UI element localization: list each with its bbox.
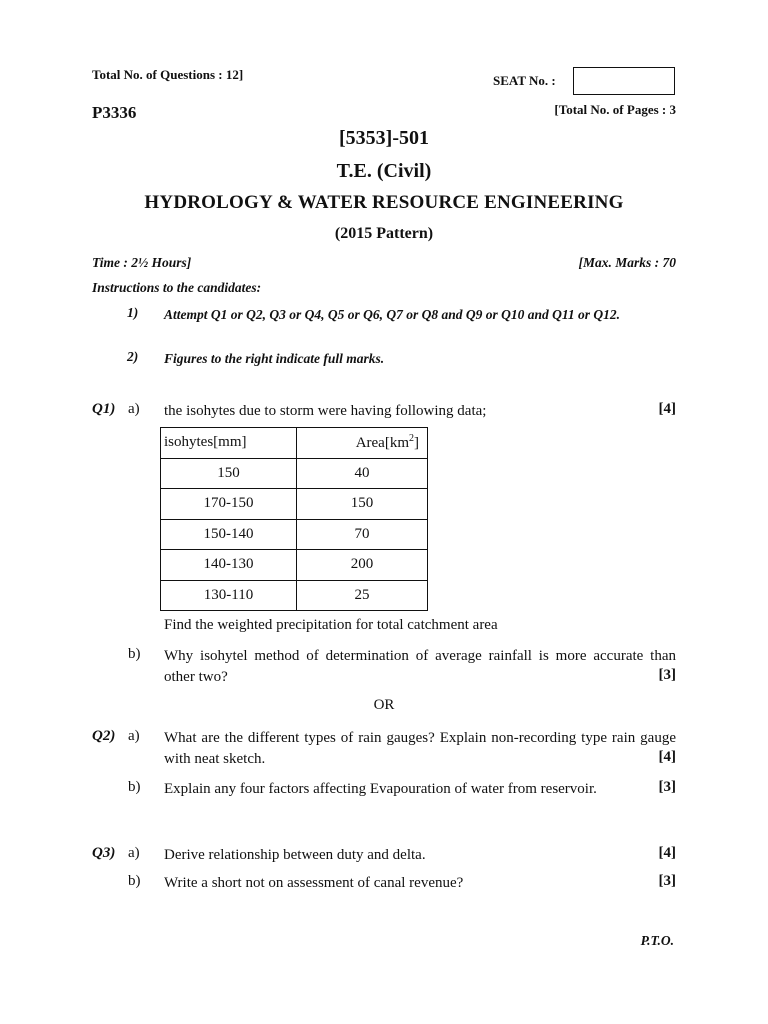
area-header-superscript: 2 (409, 433, 414, 445)
instruction-number: 2) (127, 349, 139, 364)
question-marks: [3] (658, 873, 676, 889)
table-row (161, 489, 428, 520)
question-number-q2: Q2) (92, 728, 116, 744)
question-number-q3: Q3) (92, 845, 116, 861)
max-marks: [Max. Marks : 70 (578, 255, 676, 270)
table-header-row (161, 428, 428, 459)
total-questions: Total No. of Questions : 12] (92, 67, 244, 82)
subject-title: HYDROLOGY & WATER RESOURCE ENGINEERING (144, 192, 624, 213)
table-cell: 40 (297, 458, 428, 489)
question-part-label: a) (128, 728, 140, 744)
table-cell: 140-130 (161, 550, 297, 581)
table-cell: 200 (297, 550, 428, 581)
seat-number-box (573, 67, 675, 95)
total-pages: [Total No. of Pages : 3 (554, 102, 676, 117)
question-text: Write a short not on assessment of canal revenue? (164, 875, 464, 891)
instruction-text: Figures to the right indicate full marks. (164, 351, 385, 366)
question-text: Derive relationship between duty and delta. (164, 847, 426, 863)
exam-code: [5353]-501 (339, 127, 429, 149)
instruction-text: Attempt Q1 or Q2, Q3 or Q4, Q5 or Q6, Q7 or Q8 and Q9 or Q10 and Q11 or Q12. (164, 307, 621, 322)
question-text: the isohytes due to storm were having following data; (164, 403, 487, 419)
table-cell: 150 (161, 458, 297, 489)
question-text: What are the different types of rain gauges? Explain non-recording type rain gauge with neat sketch. (164, 730, 676, 767)
question-marks: [4] (658, 845, 676, 861)
question-marks: [4] (658, 401, 676, 417)
table-cell: 70 (297, 519, 428, 550)
time-allowed: Time : 2½ Hours] (92, 255, 192, 270)
table-row (161, 550, 428, 581)
column-header-isohytes: isohytes[mm] (161, 428, 297, 459)
table-row (161, 458, 428, 489)
question-followup-text: Find the weighted precipitation for total catchment area (164, 617, 498, 633)
question-part-label: a) (128, 401, 140, 417)
table-cell: 150-140 (161, 519, 297, 550)
area-header-bracket: ] (414, 435, 419, 452)
area-header-text: Area[km (355, 435, 409, 452)
isohyte-data-table (160, 427, 428, 611)
paper-code: P3336 (92, 103, 137, 122)
table-row (161, 580, 428, 611)
question-part-label: b) (128, 873, 141, 889)
seat-number-label: SEAT No. : (493, 73, 556, 88)
table-row (161, 519, 428, 550)
question-text: Explain any four factors affecting Evapouration of water from reservoir. (164, 781, 597, 797)
course-title: T.E. (Civil) (336, 160, 432, 182)
question-number-q1: Q1) (92, 401, 116, 417)
question-part-label: a) (128, 845, 140, 861)
table-cell: 130-110 (161, 580, 297, 611)
table-cell: 170-150 (161, 489, 297, 520)
question-marks: [3] (658, 779, 676, 795)
table-cell: 150 (297, 489, 428, 520)
question-marks: [4] (658, 749, 676, 765)
table-cell: 25 (297, 580, 428, 611)
question-marks: [3] (658, 667, 676, 683)
instruction-number: 1) (127, 305, 139, 320)
or-separator: OR (373, 697, 395, 713)
question-text: Why isohytel method of determination of average rainfall is more accurate than other two? (164, 648, 676, 685)
column-header-area (297, 428, 428, 459)
instructions-title: Instructions to the candidates: (92, 280, 262, 295)
question-part-label: b) (128, 779, 141, 795)
pattern-label: (2015 Pattern) (334, 225, 434, 242)
question-part-label: b) (128, 646, 141, 662)
please-turn-over: P.T.O. (640, 933, 674, 948)
